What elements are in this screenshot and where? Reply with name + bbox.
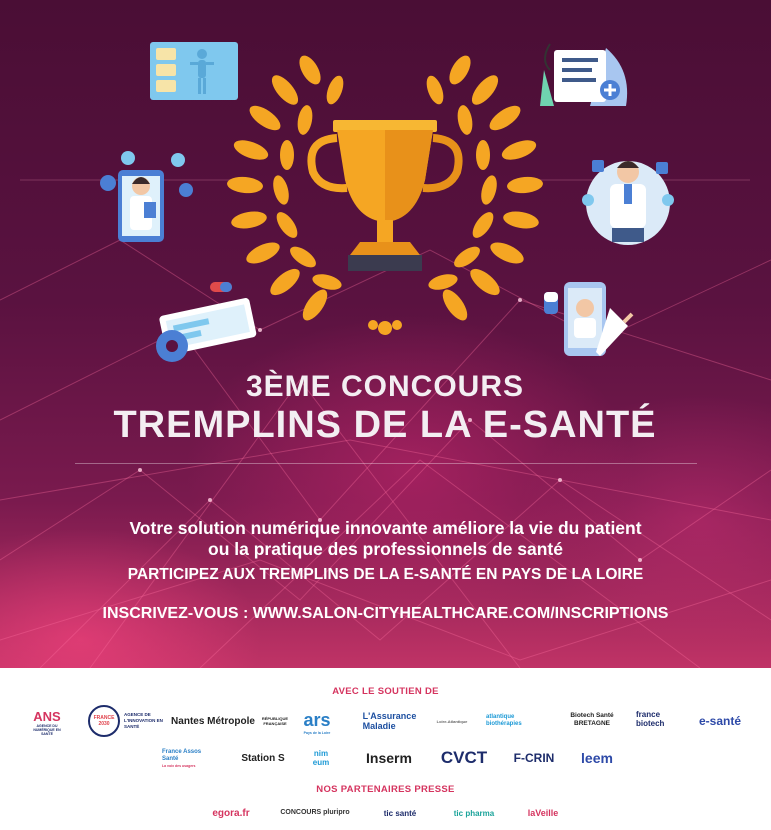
tagline-line-1: Votre solution numérique innovante améliore la vie du patient: [129, 518, 642, 538]
laurel-wreath-icon: [225, 50, 545, 340]
signup-link[interactable]: INSCRIVEZ-VOUS : WWW.SALON-CITYHEALTHCARE.COM/INSCRIPTIONS: [102, 605, 669, 622]
title-divider: [75, 463, 697, 464]
sponsors-panel: [0, 668, 771, 830]
doctor-tablet-icon: [88, 148, 200, 248]
logo-ans[interactable]: ANS AGENCE DU NUMÉRIQUE EN SANTÉ: [33, 708, 61, 736]
logo-cvct[interactable]: CVCT: [440, 748, 488, 767]
logo-ars[interactable]: ars Pays de la Loire: [303, 709, 331, 735]
logo-france-assos-sante[interactable]: France Assos Santé La voix des usagers: [162, 748, 202, 768]
logo-station-s[interactable]: Station S: [241, 752, 285, 764]
logo-fcrin[interactable]: F-CRIN: [513, 751, 555, 765]
logo-atlantique-biotherapies[interactable]: atlantique biothérapies: [486, 714, 522, 727]
title-block: [60, 370, 710, 447]
doctor-icon: [572, 148, 684, 248]
call-to-action: PARTICIPEZ AUX TREMPLINS DE LA E-SANTÉ EN PAYS DE LA LOIRE: [127, 566, 644, 583]
telemedicine-phone-icon: [540, 278, 636, 362]
logo-france-biotech[interactable]: france biotech: [636, 710, 665, 728]
title-edition: 3ÈME CONCOURS: [245, 370, 525, 403]
sponsors-title: AVEC LE SOUTIEN DE: [332, 686, 439, 697]
logo-republique-francaise[interactable]: RÉPUBLIQUE FRANÇAISE: [261, 716, 289, 726]
logo-e-sante[interactable]: e-santé: [698, 714, 742, 728]
logo-biotech-sante-bretagne[interactable]: Biotech Santé BRETAGNE: [570, 712, 614, 727]
anatomy-screen-icon: [150, 42, 238, 100]
logo-inserm[interactable]: Inserm: [366, 750, 412, 766]
trophy-icon: [311, 120, 458, 271]
logo-assurance-maladie[interactable]: L'Assurance Maladie Loire-Atlantique: [362, 711, 468, 731]
medical-checklist-icon: [540, 40, 632, 106]
tagline-line-2: ou la pratique des professionnels de santé: [208, 539, 563, 559]
logo-tic-sante[interactable]: tic santé: [383, 808, 417, 818]
logo-leem[interactable]: leem: [581, 750, 613, 766]
press-title: NOS PARTENAIRES PRESSE: [316, 784, 455, 795]
medical-app-icon: [150, 282, 262, 368]
logo-tic-pharma[interactable]: tic pharma: [453, 808, 495, 818]
logo-concours-pluripro[interactable]: CONCOURS pluripro: [280, 809, 350, 816]
tagline: [0, 518, 771, 560]
logo-la-veille[interactable]: laVeille: [527, 808, 559, 818]
logo-nimeum[interactable]: nim eum: [312, 749, 330, 767]
page-title: TREMPLINS DE LA E-SANTÉ: [113, 404, 657, 446]
logo-france-2030[interactable]: FRANCE 2030 AGENCE DE L'INNOVATION EN SANTÉ: [86, 702, 176, 740]
logo-egora[interactable]: egora.fr: [212, 807, 250, 819]
logo-nantes-metropole[interactable]: Nantes Métropole: [171, 715, 255, 727]
